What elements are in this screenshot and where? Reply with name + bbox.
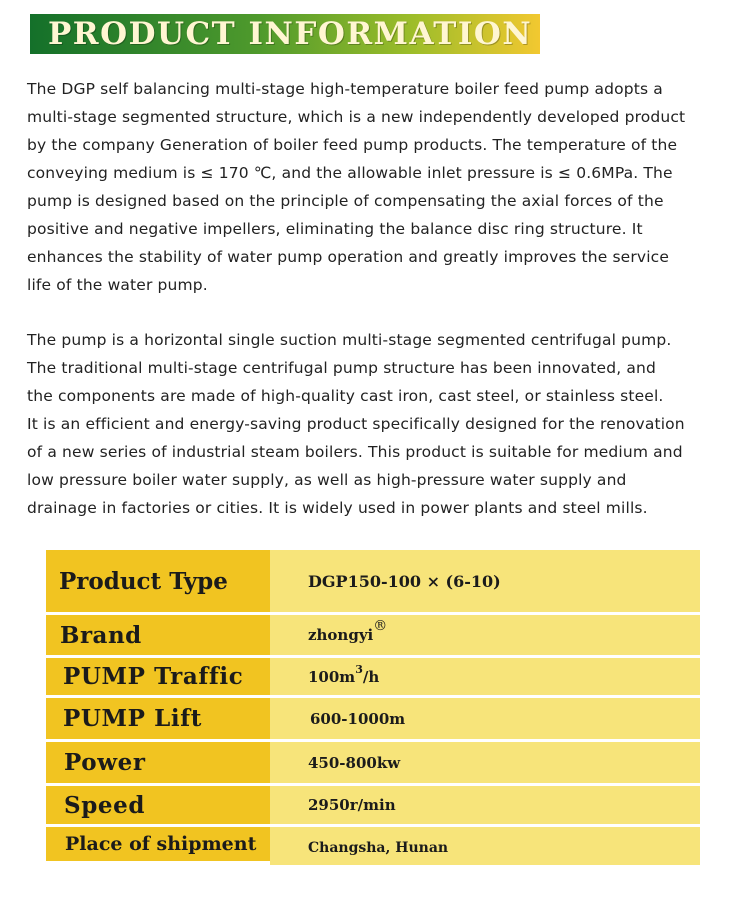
spec-value xyxy=(270,658,700,695)
spec-row-product-type xyxy=(46,550,700,612)
paragraph-line: The pump is a horizontal single suction multi-stage segmented centrifugal pump. xyxy=(27,331,672,349)
paragraph-line: The DGP self balancing multi-stage high-temperature boiler feed pump adopts a xyxy=(27,80,663,98)
spec-row-power xyxy=(46,742,700,783)
spec-label: PUMP Lift xyxy=(46,698,284,739)
spec-label: Speed xyxy=(46,786,285,824)
spec-label: Product Type xyxy=(46,550,280,612)
spec-value xyxy=(270,615,700,655)
brand-name: zhongyi xyxy=(308,626,374,644)
paragraph-line: by the company Generation of boiler feed pump products. The temperature of the xyxy=(27,136,678,154)
paragraph-line: The traditional multi-stage centrifugal pump structure has been innovated, and xyxy=(27,359,656,377)
spec-value: 2950r/min xyxy=(270,786,700,824)
spec-row-brand xyxy=(46,615,700,655)
spec-row-lift xyxy=(46,698,700,739)
traffic-value: 100m xyxy=(308,667,356,686)
spec-row-traffic xyxy=(46,658,700,695)
spec-value: Changsha, Hunan xyxy=(270,827,700,865)
paragraph-line: conveying medium is ≤ 170 ℃, and the allowable inlet pressure is ≤ 0.6MPa. The xyxy=(27,164,673,182)
section-title: PRODUCT INFORMATION xyxy=(48,16,533,52)
paragraph-line: enhances the stability of water pump operation and greatly improves the service xyxy=(27,248,670,266)
spec-label: Brand xyxy=(46,615,281,655)
spec-value: DGP150-100 × (6-10) xyxy=(270,550,700,612)
traffic-unit: /h xyxy=(362,667,380,686)
paragraph-line: multi-stage segmented structure, which is a new independently developed product xyxy=(27,108,686,126)
paragraph-line: of a new series of industrial steam boilers. This product is suitable for medium and xyxy=(27,443,683,461)
spec-row-speed xyxy=(46,786,700,824)
spec-value: 600-1000m xyxy=(270,698,700,739)
registered-mark: ® xyxy=(373,618,388,634)
paragraph-line: life of the water pump. xyxy=(27,276,208,294)
spec-row-shipment xyxy=(46,827,700,861)
traffic-exponent: 3 xyxy=(355,663,363,676)
section-banner xyxy=(30,14,540,54)
paragraph-line: positive and negative impellers, eliminating the balance disc ring structure. It xyxy=(27,220,643,238)
paragraph-line: pump is designed based on the principle of compensating the axial forces of the xyxy=(27,192,664,210)
paragraph-line: drainage in factories or cities. It is widely used in power plants and steel mills. xyxy=(27,499,648,517)
spec-label: Place of shipment xyxy=(46,827,286,861)
paragraph-line: the components are made of high-quality cast iron, cast steel, or stainless steel. xyxy=(27,387,664,405)
paragraph-line: It is an efficient and energy-saving product specifically designed for the renovation xyxy=(27,415,685,433)
description-paragraph-1 xyxy=(27,75,747,299)
spec-label: PUMP Traffic xyxy=(46,658,284,695)
spec-table xyxy=(46,550,700,861)
spec-value: 450-800kw xyxy=(270,742,700,783)
paragraph-line: low pressure boiler water supply, as well as high-pressure water supply and xyxy=(27,471,627,489)
spec-label: Power xyxy=(46,742,285,783)
description-paragraph-2 xyxy=(27,326,747,522)
